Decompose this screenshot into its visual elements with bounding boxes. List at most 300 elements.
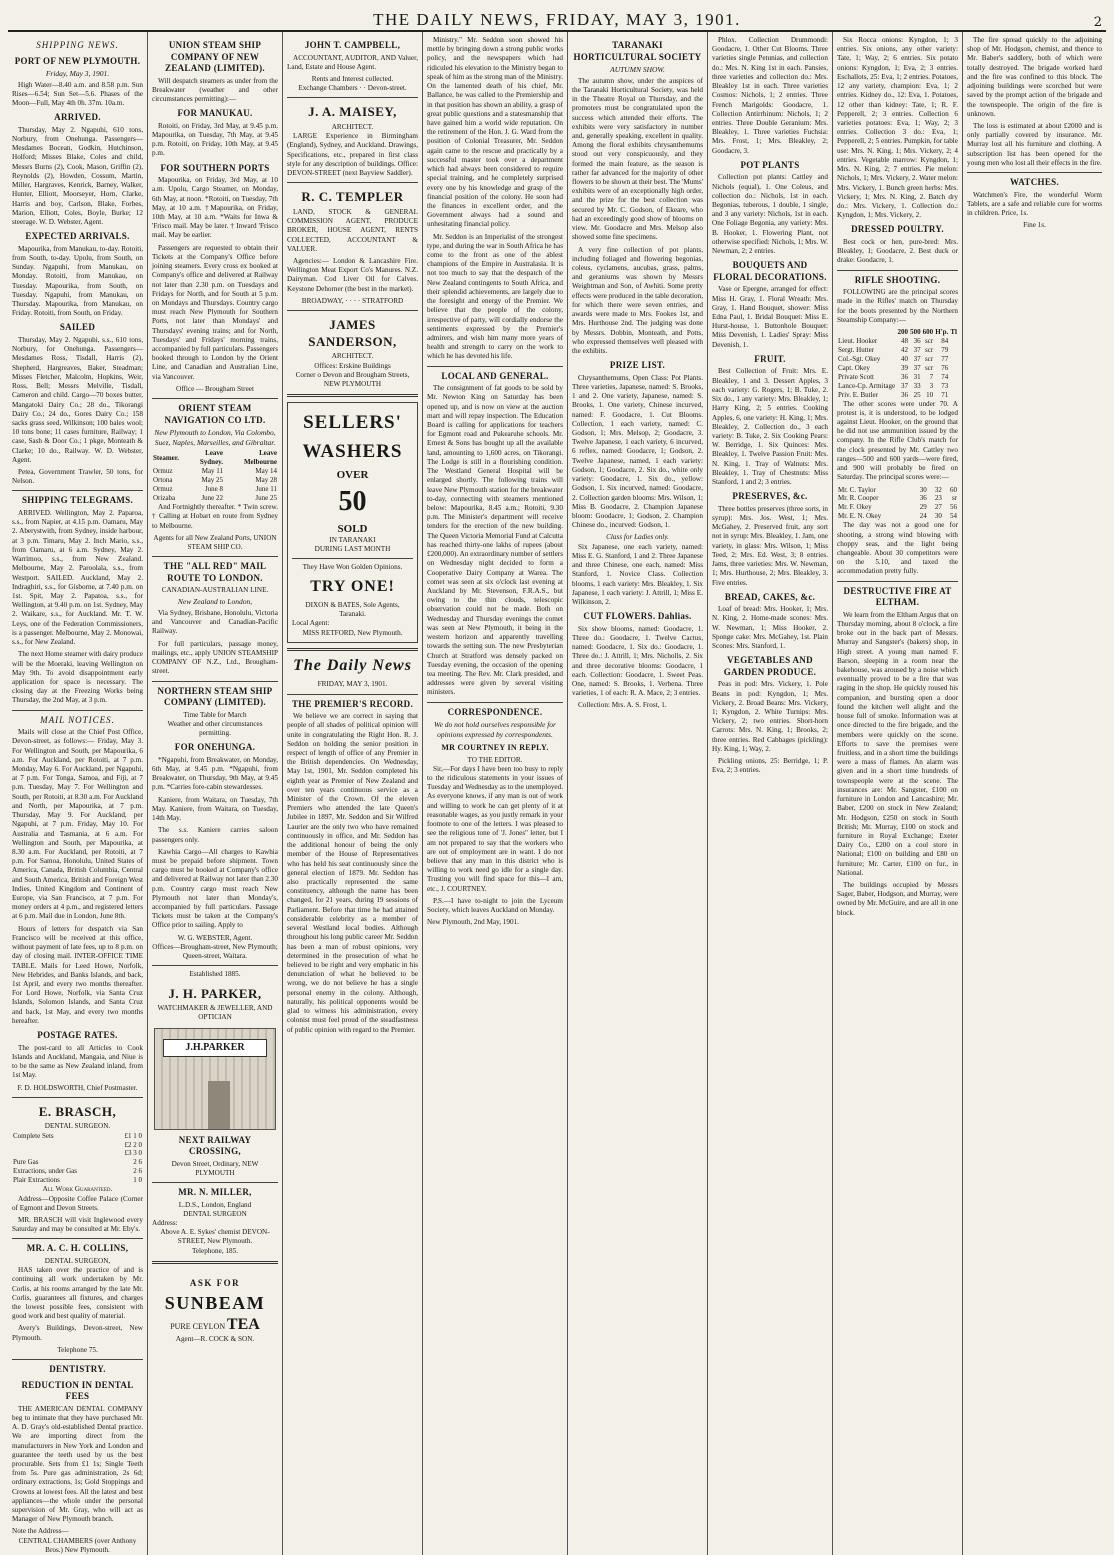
usco-heading: UNION STEAM SHIP COMPANY OF NEW ZEALAND (LIMITED).	[165, 40, 265, 74]
telegrams-text: ARRIVED. Wellington, May 2. Paparoa, s.s., from Napier, at 4.15 p.m. Oamaru, May 2. Aberystwith, from Sydney, inside harbour, at 3 p.m. Timaru, May 2. Inch Mario, s.s., from Oamaru, at 6 a.m. Sydney, May 2. Warrimoo, s.s., from New Zealand. Melbourne, May 2. Paroolala, s.s., from Westport. SAILED. Auckland, May 2. Indraghiri, s.s., for Gisborne, at 7.40 p.m. on 1st. Spit, May 2. Papatoa, s.s., for Wellington, at 9.40 p.m. on 1st. Sydney, May 2. Waikare, s.s., for Auckland. Mr. T. W. Leys, one of the Federation Commissioners, is a passenger. Melbourne, May 2. Monowai, s.s., for New Zealand.	[12, 509, 143, 647]
rifle-row-cell: Private Scott	[838, 372, 874, 381]
postmaster-signature: F. D. HOLDSWORTH, Chief Postmaster.	[17, 1083, 138, 1092]
rifle-row-cell: 71	[941, 390, 949, 399]
rifle-row-cell: 79	[941, 345, 949, 354]
tides: High Water—8.40 a.m. and 8.58 p.m. Sun Rises—6.54; Sun Set—5.6. Phases of the Moon—Full, May 4th 0h. 37m. 10a.m.	[12, 80, 143, 108]
sailed-text: Thursday, May 2. Ngapuhi, s.s., 610 tons, Norbury, for Onehunga. Passengers—Mesdames Ross, Tisdall, Harris (2), Shepherd, Hargreaves, Baker, Steadman; Misses Fletcher, Malcolm, Hopkins, Weir, Ross, Bell; Messrs Melville, Tisdall, Cameron and child. Cargo—70 boxes butter, Mangatoki Dairy Co.; 28 do., Tikorangi Dairy Co.; 24 do., Gores Dairy Co.; 158 sacks grass seed, Wilkinson; 100 bales wool; 10 tons bone; 11 cases furniture, Railway; 1 case, Sash & Door Co.; 1 pkge, Monteath & Clarke; 10 do., Railway. W. D. Webster, Agent.	[12, 335, 143, 464]
rifle-row-cell: Priv. E. Butler	[838, 390, 878, 399]
column-fire-continued	[963, 32, 1106, 1555]
sunbeam-sub: PURE CEYLON	[170, 1321, 226, 1331]
webster-agent: W. G. WEBSTER, Agent.	[177, 933, 253, 942]
rifle-body-3: The day was not a good one for shooting, a strong wind blowing with choppy seas, and the light being changeable. About 30 competitors were on the 5.10, and taxed the accommodation pretty fully.	[837, 521, 958, 576]
sunbeam-tea-word: TEA	[226, 1315, 260, 1333]
washers-ad	[287, 402, 418, 643]
rifle-row	[837, 382, 958, 391]
sanderson-subtitle: ARCHITECT.	[331, 352, 374, 361]
templer-name: R. C. TEMPLER	[301, 189, 404, 205]
sailed-heading: SAILED	[59, 322, 96, 333]
rifle-club-row-cell: 54	[950, 512, 957, 521]
rifle-club-row-cell: 27	[934, 503, 942, 512]
collins-name: MR. A. C. H. COLLINS,	[26, 1243, 129, 1254]
washers-agents: DIXON & BATES, Sole Agents, Taranaki.	[305, 601, 400, 619]
column-ads-editorial	[283, 32, 423, 1555]
sailed-text-2: Petea, Government Trawler, 50 tons, for Nelson.	[12, 468, 143, 486]
rifle-club-row-cell: Mr. E. N. Okey	[838, 512, 882, 521]
washers-title-2: WASHERS	[302, 440, 403, 462]
rifle-heading: RIFLE SHOOTING.	[854, 274, 941, 285]
price-row	[12, 1141, 143, 1150]
campbell-body: ACCOUNTANT, AUDITOR, AND Valuer, Land, Estate and House Agent.	[287, 53, 418, 71]
rifle-row-cell: 40	[901, 354, 909, 363]
rifle-row-cell: 39	[901, 363, 909, 372]
northern-subtitle: Time Table for March	[183, 710, 247, 719]
all-red-subtitle: New Zealand to London,	[177, 597, 253, 607]
rifle-row-cell: Lieut. Hooker	[838, 336, 878, 345]
orient-row-cell: May 11	[201, 467, 224, 476]
webster-address: Offices—Brougham-street, New Plymouth; Queen-street, Waitara.	[152, 942, 278, 961]
orient-agents: Agents for all New Zealand Ports, UNION STEAM SHIP CO.	[153, 533, 277, 551]
fire-continued-2: The loss is estimated at about £2000 and is only partially covered by insurance. Mr. Murray lost all his furniture and clothing. A subscription list has been opened for the young men who lost all their effects in the fire.	[967, 121, 1102, 167]
divider	[287, 394, 418, 397]
prize-list-heading: PRIZE LIST.	[609, 360, 666, 371]
northern-note: Weather and other circumstances permitting.	[167, 719, 263, 738]
washers-try-one: TRY ONE!	[310, 577, 395, 595]
washers-period: DURING LAST MONTH	[314, 545, 391, 554]
postage-heading: POSTAGE RATES.	[37, 1030, 118, 1041]
rifle-row-cell: scr	[925, 345, 934, 354]
column-prize-list	[708, 32, 833, 1555]
price-row	[12, 1158, 143, 1167]
onehunga-text: *Ngapuhi, from Breakwater, on Monday, 6th May, at 9.45 p.m. *Ngapuhi, from Breakwater, on Thursday, 9th May, at 9.45 p.m. *Carries fore-cabin stewardesses.	[152, 755, 278, 792]
prize-list-phlox: Phlox. Collection Drummondi: Goodacre, 1. Other Cut Blooms. Three varieties single Petunias, and collection do.: Mrs. N. King 1st in each. Pansies, three varieties and collection do.: Mrs. Bleakley 1st in each. Three varieties Cosmos: Nichols, 1; 2 entries. Three French Marigolds: Goodacre, 1. Collection Antirrhinum: Nichols, 1; 2 entries. Three Double Geranium: Mrs. Bleakley, 1. Three varieties Fuchsia: Mrs. Frost, 1; Mrs. Bleakley, 2; Goodacre, 3.	[712, 36, 828, 155]
letter-date: New Plymouth, 2nd May, 1901.	[427, 918, 519, 927]
orient-footnote: And Fortnightly thereafter. * Twin screw. † Calling at Hobart en route from Sydney to Melbourne.	[152, 503, 278, 530]
rifle-header-row-cell: H'p.	[935, 327, 949, 336]
all-red-footer: For full particulars, passage money, mailings, etc., apply UNION STEAMSHIP COMPANY OF N.Z., Ltd., Brougham-street.	[152, 639, 278, 676]
office-line: Office — Brougham Street	[176, 384, 254, 393]
local-general-heading: LOCAL AND GENERAL.	[441, 370, 549, 381]
rifle-row	[837, 337, 958, 346]
brasch-price-table	[12, 1132, 143, 1186]
divider	[287, 97, 418, 98]
rifle-club-row-cell: 24	[919, 512, 927, 521]
paper-nameplate: The Daily News	[293, 656, 412, 674]
orient-header-row	[152, 449, 278, 467]
price-row	[12, 1176, 143, 1185]
rifle-row-cell: 37	[913, 363, 921, 372]
mail-note: The next Home steamer with dairy produce will be the Moeraki, leaving Wellington on May 9th. To avoid disappointment early application for space is necessary. The closing day at the Freezing Works being Thursday, the 2nd May, at 3 p.m.	[12, 650, 143, 705]
manukau-text: Rotoiti, on Friday, 3rd May, at 9.45 p.m. Mapourika, on Tuesday, 7th May, at 9.45 p.m. Rotoiti, on Friday, 10th May, at 9.45 p.m.	[152, 121, 278, 158]
rifle-club-row-cell: 36	[919, 494, 927, 503]
collins-subtitle: DENTAL SURGEON,	[44, 1256, 111, 1265]
divider	[152, 1261, 278, 1264]
letter-postscript: P.S.—I have to-night to join the Lyceum Society, which leaves Auckland on Monday.	[427, 896, 563, 915]
ladies-class-heading: Class for Ladies only.	[606, 533, 669, 542]
orient-row-cell: Ormuz	[153, 485, 173, 494]
rifle-row-cell: 37	[913, 345, 921, 354]
port-heading: PORT OF NEW PLYMOUTH.	[14, 55, 141, 66]
washers-title-1: SELLERS'	[303, 412, 402, 434]
rifle-header-row	[837, 328, 958, 337]
washers-local-label: Local Agent:	[292, 619, 330, 628]
collins-address: Avery's Buildings, Devon-street, New Plymouth.	[12, 1324, 143, 1342]
horticultural-subtitle: AUTUMN SHOW.	[610, 65, 665, 75]
local-general-body: The consignment of fat goods to be sold by Mr. Newton King on Saturday has been opened up, and is now on view at the auction mart and will repay inspection. The Education Board is calling for applications for teachers for Egmont road and Pukearuhe schools. Mr. Ernest & Sons has bought up all the available land, amounting to 1,600 acres, on Tikorangi. The Lodge is still in a flourishing condition. The Westland General Hospital will be enlarged shortly. The following trains will leave New Plymouth station for the breakwater to-day, connecting with steamers mentioned below: Mapourika, 8.45 a.m.; Rotoiti, 9.30 p.m. The Minister's department will receive tenders for the erection of the new building. The Queen Victoria Memorial Fund at Calcutta has reached thirty-one lakhs of rupees (about £200,000). An extraordinary number of settlers on Wednesday night decided to form a Cooperative Dairy Company at Warea. The comet was seen at six o'clock last evening at Auckland by Mr. Stevenson, F.R.A.S., but owing to the thin clouds, telescopic observation could not be made. Both on Wednesday and Thursday evenings the comet was seen at New Plymouth, it being in the western horizon and apparently travelling towards the setting sun. The new Presbyterian Church at Stratford was densely packed on Tuesday evening, the occasion of the opening tea meeting. The Rev. Mr. Clark presided, and addresses were given by several visiting ministers.	[427, 384, 563, 697]
orient-row-cell: Orizaba	[153, 494, 176, 503]
divider	[12, 1359, 143, 1360]
arrived-heading: ARRIVED.	[54, 112, 101, 123]
price-row-cell: Plair Extractions	[13, 1176, 60, 1185]
miller-address-heading: Address:	[152, 1219, 178, 1228]
prize-list-pot-plants: Collection pot plants: Cattley and Nichols (equal), 1. One Coleus, and collection do.: Nichols, 1st in each. Begonias, tuberous, 1 double, 1 single, and 3 any variety: Nichols, 1st in each. One Foliage Begonia, any variety: Mrs. B. Hooker, 1. Flowering Plant, not otherwise specified: Nichols, 1; Mrs. W. Newman, 2; 2 entries.	[712, 173, 828, 256]
miller-telephone: Telephone, 185.	[191, 1246, 238, 1255]
watches-body: Watchmen's Fire, the wonderful Worm Tablets, are a safe and reliable cure for worms in children. Price, 1s.	[967, 190, 1102, 218]
divider	[152, 398, 278, 399]
orient-row-cell: May 25	[201, 476, 224, 485]
sanderson-office: Offices: Erskine Buildings	[314, 361, 391, 370]
orient-row-cell: Ortona	[153, 476, 173, 485]
prize-list-ladies: Six Japanese, one each variety, named: Miss E. G. Stanford, 1 and 2. Three Japanese and three Chinese, one each, named: Miss Stanford, 1. Novice Class. Collection blooms, 1 each variety: Mrs. Bleakley, 1. Six Japanese, 1 each variety: J. Attrill, 1; Miss E. Wilkinson, 2.	[572, 542, 703, 606]
prize-list-chrysanthemums: Chrysanthemums, Open Class: Pot Plants. Three varieties, Japanese, named: S. Brooks, 1 and 2. One variety, Japanese, named: S. Brooks, 1. One variety, Chinese incurved, named: F. Goodacre, 1. Cut Blooms. Collection, 1 each variety, named: C. Godson, 1; Mrs. Melsop, 2; Goodacre, 3. Twelve Japanese, 1 each variety, 6 incurved, 6 reflex, named: Goodacre, 1; Godson, 2. Twelve Japanese, named, 1 each variety: Godson, 1; Goodacre, 2. Six do., white only variety: Goodacre, 1. Six do., yellow: Godson, 1. Six incurved, named: Goodacre, 2. Collection garden blooms: Mrs. Wilson, 1; Miss B. Goodacre, 2. Champion Japanese bloom: Goodacre, 1; Godson, 2. Champion Chinese do., incurved: Godson, 1.	[572, 373, 703, 530]
orient-row-cell: June 8	[204, 485, 224, 494]
arrived-text: Thursday, May 2. Ngapuhi, 610 tons, Norbury, from Onehunga. Passengers—Mesdames Bocean, Godkin, Hutchinson, Holford; Misses Blake, Coles and child, Messrs Burns (2), Cook, Mason, Griffin (2), Reynolds (2), Howden, Cossum, Martin, Miller, Hargraves, Kenrick, Barney, Walker, Hunter, Elliott, Moorseyer, Horn, Clarke, Harris and boy, Carlson, Blake, Forbes, Marion, Elliott, Coles, Boyle, Burke; 12 steerage. W. D. Webster, Agent.	[12, 125, 143, 226]
divider	[287, 694, 418, 695]
correspondence-note: We do not hold ourselves responsible for opinions expressed by correspondents.	[434, 720, 556, 739]
rifle-club-row-cell: 30	[919, 485, 927, 494]
rifle-club-row-cell: 32	[934, 485, 942, 494]
rifle-header-row-cell: 600	[922, 327, 934, 336]
prize-list-fruit: Best Collection of Fruit: Mrs. E. Bleakley, 1 and 3. Dessert Apples, 3 each variety: G. Rogers, 1; B. Tuke, 2. Six do., 1 any variety: Mrs. Bleakley, 1; Harry King, 2; 5 entries. Cooking Apples, 6, one variety: H. King, 1; Mrs. Bleakley, 2. Collection do., 3 each variety: B. Tuke, 2. Six Cooking Pears: W. Berridge, 1. Six Quinces: Mrs. Bleakley, 1. Twelve Passion Fruit: Mrs. N. King, 1. Tray of Walnuts: Mrs. Bleakley, 1. Tray of Chestnuts: Miss Stanford, 1 and 2; 3 entries.	[712, 367, 828, 487]
price-row-cell: 1 0	[133, 1176, 142, 1185]
rifle-club-row-cell: Mr. F. Okey	[838, 503, 872, 512]
orient-subtitle: New Plymouth to London, Via Colombo, Suez, Naples, Marseilles, and Gibraltar.	[154, 428, 276, 447]
washers-opinions: They Have Won Golden Opinions.	[302, 563, 403, 572]
cut-flowers-heading: CUT FLOWERS. Dahlias.	[583, 611, 692, 622]
orient-header-row-cell: Steamer.	[153, 453, 179, 462]
rifle-row-cell: 77	[941, 354, 949, 363]
rifle-club-row	[837, 494, 958, 503]
rifle-row-cell: Col.-Sgt. Okey	[838, 354, 881, 363]
editorial-body: We believe we are correct in saying that people of all shades of political opinion will unite in congratulating the Right Hon. R. J. Seddon on holding the senior position in respect of length of office of any Premier in the British dependencies. On Wednesday, May 1st, 1901, Mr. Seddon completed his eighth year as Premier of New Zealand and over ten years continuous service as a Minister of the Crown. Of the eleven Premiers who attended the late Queen's Jubilee in 1897, Mr. Seddon and Sir Wilfred Laurier are the only two who have remained continuously in office, and Mr. Seddon has the additional honour of being the only member of the House of Representatives who has held his seat continuously since the general election of 1879. Mr. Seddon has also practically represented the same constituency, although the name has been changed, for 21 years, during 19 sessions of Parliament. Before that time he had attained considerable celebrity as a member of several Westland local bodies. Although throughout his long public career Mr. Seddon has been a man of robust opinions, very determined in the prosecution of what he believed to be right and very emphatic in his denunciation of what he believed to be wrong, we do not believe he has a single personal enemy in the colony. Although, naturally, his political opponents would be glad to witness his administration, every colonist must feel proud of the steadfastness of public opinion with regard to the Premier.	[287, 712, 418, 1034]
templer-address: BROADWAY, · · · · STRATFORD	[301, 296, 404, 305]
rifle-row-cell: 31	[913, 372, 921, 381]
rifle-body-2: The other scores were under 70. A protest is, it is understood, to be lodged against Lieut. Hooker, on the ground that he did not use ammunition issued by the company. In the Rifle Club's match for the clock presented by Mr. Cattley two ranges—500 and 600 yards—were fired, and 900 will probably be fired on Saturday. The principal scores were:—	[837, 399, 958, 482]
price-row-cell	[12, 1141, 113, 1150]
rifle-row-cell: 36	[901, 390, 909, 399]
expected-text: Mapourika, from Manukau, to-day. Rotoiti, from South, to-day. Upolu, from South, on Sunday. Ngapuhi, from Manukau, on Monday. Rotoiti, from Manukau, on Tuesday. Mapourika, from South, on Tuesday. Ngapuhi, from Manukau, on Thursday. Mapourika, from Manukau, on Friday. Rotoiti, from South, on Friday.	[12, 244, 143, 318]
price-row-cell: £3 3 0	[124, 1149, 142, 1158]
column-rifle-fire	[833, 32, 963, 1555]
railway-crossing: NEXT RAILWAY CROSSING,	[178, 1134, 252, 1157]
editorial-continued-2: Mr. Seddon is an Imperialist of the strongest type, and during the war in South Africa he has come to the front as one of the ablest champions of the Empire in Australasia. It is not too much to say that the despatch of the New Zealand contingents to South Africa, and their splendid achievements, are largely due to the foresight and energy of the Premier. We believe that the people of the colony, irrespective of party, will cordially endorse the sentiments expressed by the Premier's admirers, and wish him many more years of health and strength to carry on the work to which he has devoted his life.	[427, 232, 563, 361]
masthead	[8, 4, 1106, 32]
sanderson-address: Corner o Devon and Brougham Streets, NEW PLYMOUTH	[295, 370, 410, 389]
orient-row-cell: May 28	[255, 476, 277, 485]
letter-title: MR COURTNEY IN REPLY.	[441, 743, 549, 753]
rifle-row-cell: scr	[925, 354, 934, 363]
rifle-row-cell: 48	[901, 336, 909, 345]
divider	[152, 1182, 278, 1183]
campbell-subtitle: Rents and Interest collected.	[311, 74, 394, 83]
orient-row	[152, 476, 278, 485]
price-row	[12, 1167, 143, 1176]
manukau-heading: FOR MANUKAU.	[177, 108, 253, 119]
vegetables-heading: VEGETABLES AND GARDEN PRODUCE.	[723, 655, 817, 677]
prize-list-preserves: Three bottles preserves (three sorts, in syrup): Mrs. Jos. West, 1; Mrs. McGahey, 2. Preserved fruit, any sort not in syrup: Mrs. Bleakley, 1. Jam, one variety, in glass: Mrs. Wilson, 1; Miss Teed, 2; Mrs. Ed. West, 3; 8 entries. Jams, three varieties: Mrs. W. Newman, 1; Mrs. Hurthouse, 2; Mrs. Bleakley, 3. Five entries.	[712, 504, 828, 587]
rifle-row-cell: 84	[941, 336, 949, 345]
rifle-row-cell: Lance-Cp. Armitage	[838, 381, 896, 390]
orient-row	[152, 494, 278, 503]
dental-body: THE AMERICAN DENTAL COMPANY beg to intimate that they have purchased Mr. A. D. Gray's old-established Dental practice. We are importing direct from the manufacturers in New York and London and guarantee the teeth used by us the best procurable. Sets from £1 1s; Single Teeth from 5s. Pure gas administration, 2s 6d; ordinary extractions, 1s; Gold Stoppings and Crowns at lowest fees. All the latest and best appliances—the whole under the personal supervision of Mr. Gray, who will act as Manager of New Plymouth branch.	[12, 1404, 143, 1524]
parker-name: J. H. PARKER,	[168, 985, 262, 1001]
rifle-header-row-cell	[837, 328, 896, 337]
paper-date: FRIDAY, MAY 3, 1901.	[317, 680, 388, 689]
rifle-club-row	[837, 512, 958, 521]
rifle-club-row	[837, 486, 958, 495]
parker-shop-illustration	[154, 1028, 276, 1130]
divider	[427, 702, 563, 703]
dental-fees-heading: REDUCTION IN DENTAL FEES	[21, 1379, 134, 1402]
orient-row	[152, 485, 278, 494]
divider	[967, 172, 1102, 173]
rifle-club-row-cell: 23	[934, 494, 942, 503]
rifle-club-row-cell: 60	[950, 485, 957, 494]
all-red-body: Via Sydney, Brisbane, Honolulu, Victoria and Vancouver and Canadian-Pacific Railway.	[152, 609, 278, 636]
watches-price: Fine 1s.	[1023, 221, 1046, 230]
divider	[152, 681, 278, 682]
campbell-address: Exchange Chambers · · Devon-street.	[298, 84, 407, 93]
price-row-cell: 2 6	[133, 1158, 142, 1167]
column-news	[423, 32, 568, 1555]
rifle-club-row-cell: Mr. R. Cooper	[838, 494, 879, 503]
southern-heading: FOR SOUTHERN PORTS	[160, 162, 270, 173]
all-red-line: CANADIAN-AUSTRALIAN LINE.	[161, 586, 269, 595]
orient-header-row-cell: Leave Sydney.	[199, 449, 224, 467]
maisey-name: J. A. MAISEY,	[308, 104, 397, 120]
fire-body: We learn from the Eltham Argus that on Thursday morning, about 8 o'clock, a fire broke out in the back part of Messrs. Murray and Sangster's (bakers) shop, in High street. A young man named F. Barson, sleeping in a room near the bakehouse, was aroused by a noise which eventually proved to be a fire that was raging in the shop. He quickly roused his companion, and bursting open a door found the kitchen well alight and the house full of smoke. Information was at once directed to the fire brigade, and the members were quickly on the scene. Efforts to save the premises were fruitless, and in a short time the buildings were a mass of flames. An alarm was given and in a short time hundreds of townspeople were at the scene. The insurances are: Mr. Sangster, £100 on furniture in London and Lancashire; Mr. Baber, £200 on stock in New Zealand; Mr. Hodgson, £250 on stock in South British; Mr. Murray, £100 on stock and furniture in Royal Exchange; Exeter Dairy Co., £200 on a cool store in National; £100 on building and £80 on furniture; Mr. Carter, £100 on fur., in National.	[837, 610, 958, 877]
parker-address: Devon Street, Ordinary, NEW PLYMOUTH	[171, 1159, 259, 1177]
column-horticultural	[568, 32, 708, 1555]
sanderson-name: JAMES SANDERSON,	[308, 317, 397, 349]
established-note: Established 1885.	[189, 970, 241, 979]
divider	[287, 182, 418, 183]
shop-door	[208, 1081, 230, 1129]
divider	[837, 270, 958, 271]
rifle-club-row-cell: 30	[934, 512, 942, 521]
price-row-cell: Complete Sets	[13, 1131, 54, 1140]
expected-heading: EXPECTED ARRIVALS.	[25, 231, 130, 242]
campbell-name: JOHN T. CAMPBELL,	[304, 40, 401, 50]
telegrams-heading: SHIPPING TELEGRAMS.	[21, 495, 134, 506]
fruit-heading: FRUIT.	[754, 353, 786, 364]
brasch-name: E. BRASCH,	[38, 1103, 117, 1119]
orient-row-cell: June 22	[201, 494, 224, 503]
sunbeam-agent: Agent—R. COCK & SON.	[175, 1335, 255, 1344]
miller-role: DENTAL SURGEON	[183, 1209, 247, 1218]
brasch-guarantee: All Work Guaranteed.	[42, 1185, 113, 1194]
divider	[287, 648, 418, 651]
price-row	[12, 1149, 143, 1158]
horticultural-body-1: The autumn show, under the auspices of the Taranaki Horticultural Society, was held in the Theatre Royal on Thursday, and the promoters must be congratulated upon the success which attended their efforts. The exhibits were very satisfactory in number and, generally speaking, excellent in quality. Among the floral exhibits chrysanthemums stood out very conspicuously, and they formed the main feature, as the season is rather far advanced for the majority of other flowers to be shown at their best. The 'Mums' exhibits were of an exceptionally high order, and the prize for the best collection was secured by Mr. C. Godson, of Ekeare, who had an exceedingly good show of blooms on view. Mr. Goodacre and Mrs. Melsop also showed some fine specimens.	[572, 76, 703, 242]
sunbeam-ask: ASK FOR	[189, 1277, 241, 1288]
collins-body: HAS taken over the practice of and is continuing all work undertaken by Mr. Corlis, at his rooms arranged by the late Mr. Corlis, guarantees all fixtures, and charges the lowest possible fees, consistent with good work and best quality of material.	[12, 1266, 143, 1321]
brasch-address: Address—Opposite Coffee Palace (Corner of Egmont and Devon Streets.	[12, 1194, 143, 1212]
usco-note: Will despatch steamers as under from the Breakwater (weather and other circumstances permitting):—	[152, 76, 278, 103]
letter-to: TO THE EDITOR.	[467, 755, 523, 764]
divider	[837, 581, 958, 582]
kaniere-text: Kaniere, from Waitara, on Tuesday, 7th May. Kaniere, from Waitara, on Tuesday, 14th May.	[152, 795, 278, 823]
rifle-row-cell: 76	[941, 363, 949, 372]
templer-agencies: Agencies:— London & Lancashire Fire. Wellington Meat Export Co's Manures. N.Z. Dairyman. Cod Liver Oil for Calves. Keystone Dehorner (the best in the market).	[287, 257, 418, 293]
rifle-row-cell: Capt. Okey	[838, 363, 870, 372]
sunbeam-ad	[152, 1269, 278, 1315]
washers-local-agent: MISS RETFORD, New Plymouth.	[302, 628, 403, 637]
horticultural-heading: TARANAKI HORTICULTURAL SOCIETY	[573, 40, 702, 62]
price-row-cell: 2 6	[133, 1167, 142, 1176]
rifle-row-cell: 33	[913, 381, 921, 390]
rifle-header-row-cell: 500	[910, 327, 921, 336]
prize-list-footer-6: Pickling onions, 25: Berridge, 1; P. Eva, 2; 3 entries.	[712, 757, 828, 775]
miller-name: MR. N. MILLER,	[178, 1187, 252, 1198]
mail-notices-heading: MAIL NOTICES.	[40, 714, 115, 725]
postage-text: The post-card to all Articles to Cook Islands and Auckland, Mangaia, and Niue is to be the same as New Zealand inland, from 1st May.	[12, 1043, 143, 1080]
rifle-intro: FOLLOWING are the principal scores made in the Rifles' match on Thursday for the boots presented by the Northern Steamship Company:—	[837, 288, 958, 324]
divider	[152, 965, 278, 966]
all-red-heading: THE "ALL RED" MAIL ROUTE TO LONDON.	[163, 561, 267, 583]
rifle-row-cell: 37	[901, 381, 909, 390]
rifle-header-row-cell: 200	[897, 327, 909, 336]
preserves-heading: PRESERVES, &c.	[732, 491, 808, 502]
newspaper-page	[8, 4, 1106, 1554]
rifle-row-cell: 3	[929, 381, 934, 390]
rifle-row	[837, 364, 958, 373]
parker-subtitle: WATCHMAKER & JEWELLER, AND OPTICIAN	[157, 1004, 273, 1022]
horticultural-body-2: A very fine collection of pot plants, including foliaged and flowering begonias, coleus, cyclamens, aucubas, grass, palms, and geraniums was shown by Messrs Weightman and Son, of Awhiti. Some pretty effects were produced in the table decoration, for which there were seven entries, and awards were made to Mrs. Fookes 1st, and Mrs. Hurthouse 2nd. The judging was done by Messrs. Dobbin, Monteath, and Potts, who expressed themselves well pleased with the exhibits.	[572, 245, 703, 355]
divider	[292, 558, 413, 559]
divider	[12, 490, 143, 491]
southern-text: Mapourika, on Friday, 3rd May, at 10 a.m. Upolu, Cargo Steamer, on Monday, 6th May, at noon. *Rotoiti, on Tuesday, 7th May, at 10 a.m. †Mapourika, on Friday, 10th May, at 10 a.m. *Waits for Inwa & 'Frisco mail. May be later. † Inward 'Frisco mail. May be earlier.	[152, 176, 278, 240]
rifle-row-cell: 42	[901, 345, 909, 354]
orient-heading: ORIENT STEAM NAVIGATION CO LTD.	[164, 403, 266, 425]
washers-count: 50	[338, 485, 367, 517]
column-steamers	[148, 32, 283, 1555]
orient-row	[152, 467, 278, 476]
page-number: 2	[1093, 15, 1102, 30]
passenger-note: Passengers are requested to obtain their Tickets at the Company's Office before joining steamers. Every cross ex booked at Company's office and delivered at Railway not later than 2.30 p.m. on Tuesdays and Fridays for North, and for South at 5 p.m. on Mondays and Thursdays. Country cargo must reach New Plymouth for Southern Ports, not later than Mondays' and Thursdays' evening trains; and for North, Tuesdays' and Fridays' morning trains, accompanied by full particulars. Passengers booked through to London by the Orient Line, and Canadian and Australian Line, via Vancouver.	[152, 243, 278, 381]
rifle-row	[837, 346, 958, 355]
bouquets-heading: BOUQUETS AND FLORAL DECORATIONS.	[713, 260, 827, 282]
washers-over: OVER	[336, 468, 369, 481]
rifle-row-cell: scr	[925, 336, 934, 345]
fire-footer: The buildings occupied by Messrs Sager, Baber, Hodgson, and Murray, were owned by Mr. McGuire, and are all in one block.	[837, 881, 958, 917]
orient-row-cell: Ormuz	[153, 467, 173, 476]
northern-heading: NORTHERN STEAM SHIP COMPANY (LIMITED).	[157, 685, 273, 708]
rifle-score-table	[837, 328, 958, 400]
rifle-row-cell: 10	[926, 390, 934, 399]
dental-note: Note the Address—	[12, 1527, 69, 1536]
divider	[12, 1097, 143, 1098]
orient-table	[152, 449, 278, 503]
page-title: THE DAILY NEWS, FRIDAY, MAY 3, 1901.	[373, 10, 741, 29]
brasch-note: MR. BRASCH will visit Inglewood every Saturday and may be consulted at Mr. Eby's.	[12, 1215, 143, 1234]
poultry-heading: DRESSED POULTRY.	[851, 224, 944, 235]
prize-list-bouquets: Vase or Epergne, arranged for effect: Miss H. Gray, 1. Floral Wreath: Mrs. Gray, 1. Hand Bouquet, shower: Miss Edna Paul, 1. Bridal Bouquet: Miss E. Hurst-house, 1. Buttonhole Bouquet: Miss Devenish, 1. Ladies' Spray: Miss Devenish, 1.	[712, 285, 828, 349]
sunbeam-name: SUNBEAM	[164, 1292, 266, 1313]
editorial-continued: Ministry." Mr. Seddon soon showed his mettle by bringing down a strong public works policy, and the newspapers which had ridiculed his elevation to the Ministry began to speak of him as the strong man of the Ministry. On the lamented death of his chief, Mr. Ballance, he was called to the Premiership and in that position has shown an ability, a grasp of great public questions and a statesmanship that have gained him a world wide reputation. On the retirement of the Hon. J. G. Ward from the position of Colonial Treasurer, Mr. Seddon again came to the rescue and practically by a successful master took over a department which had always been considered to require special training, and he completely surprised every one by his knowledge and grasp of the financial position of the colony. He soon had the finances in excellent order, and the Government always had a sound and unhesitating financial policy.	[427, 36, 563, 229]
price-row-cell: £1 1 0	[124, 1131, 142, 1140]
divider	[12, 1238, 143, 1239]
rifle-row-cell: 25	[913, 390, 921, 399]
cargo-note: Kawhia Cargo—All charges to Kawhia must be prepaid before shipment. Town cargo must be booked at Company's office and delivered at Railway not later than 2.30 p.m. Country cargo must reach New Plymouth not later than Monday's, accompanied by full particulars. Passage Tickets must be taken at the Company's Office prior to sailing. Apply to	[152, 847, 278, 930]
prize-list-bread: Loaf of bread: Mrs. Hooker, 1; Mrs. N. King, 2. Home-made scones: Mrs. W. Newman, 1; Miss Hooker, 2. Sponge cake: Mrs. McGahey, 1st. Plain Scones: Mrs. Stanford, 1.	[712, 605, 828, 651]
orient-header-row-cell: Leave Melbourne	[243, 449, 277, 467]
rifle-row-cell: scr	[925, 363, 934, 372]
prize-list-dahlias: Six show blooms, named: Goodacre, 1. Three do.: Goodacre, 1. Twelve Cactus, named: Goodacre, 1. Six do.: Goodacre, 1. Three do.: J. Attrill, 1; Mrs. Nicholls, 2. Six and three decorative blooms: Goodacre, 1 each. Collection: Goodacre, 1. Sweet Peas. One, named: S. Brooks, 1. Verbena. Three varieties, 1 of each: R. A. Mace, 2; 3 entries.	[572, 624, 703, 698]
kaniere-note: The s.s. Kaniere carries saloon passengers only.	[152, 826, 278, 844]
price-row-cell: Pure Gas	[13, 1158, 39, 1167]
price-row-cell: £2 2 0	[124, 1140, 142, 1149]
prize-list-onions: Six Rocca onions: Kyngdon, 1; 3 entries. Six onions, any other variety: Tate, 1; Way, 2; 6 entries. Six potato onions: Kyngdon, 1; Eva, 2; 3 entries. Eschallots, 25: Eva, 1; 2 entries. Potatoes, 12 any variety, champion: Eva, 1; 2 entries. Kidney do., 12: Eva, 1. Potatoes, 12 other than kidney: Tate, 1; R. F. Pepperell, 2; 3 entries. Collection 6 varieties potatoes: Eva, 1; Way, 2; 3 entries. Collection 3 do.: Eva, 1; Pepperell, 2; 5 entries. Pumpkin, for table use: Mrs. N. King, 1; Mrs. Vickery, 2; 4 entries. Vegetable marrow: Kyngdon, 1; Mrs. N. King, 2; 7 entries. Pie melon: Nichols, 1; Mrs. Vickery, 2. Water melon: Mrs. Vickery, 1. Bunch green herbs: Mrs. Vickery, 1; Mrs. N. King, 2. Batch dry do.: Mrs. Vickery, 1. Collection do.: Kyngdon, 1; Mrs. Vickery, 2.	[837, 36, 958, 220]
templer-body: LAND, STOCK & GENERAL COMMISSION AGENT, PRODUCE BROKER, HOUSE AGENT, RENTS COLLECTED, ACCOUNTANT & VALUER.	[287, 207, 418, 253]
miller-address: Above A. E. Sykes' chemist DEVON-STREET, New Plymouth.	[160, 1228, 270, 1246]
divider	[287, 310, 418, 311]
rifle-row-cell: 7	[929, 372, 934, 381]
shipping-heading: SHIPPING NEWS.	[36, 40, 119, 50]
prize-list-poultry: Best cock or hen, pure-bred: Mrs. Bleakley, 1; Goodacre, 2. Best duck or drake: Goodacre, 1.	[837, 237, 958, 265]
rifle-row-cell: 74	[941, 372, 949, 381]
mail-hours-text: Hours of letters for despatch via San Francisco will be received at this office, without payment of late fees, up to 8 p.m. on day of closing mail. INTER-OFFICE TIME TABLE. Mails for Leed Howe, Norfolk, New Hebrides, and Banks Islands, and back, 1st April, and every two months thereafter. For Lord Howe, Norfolk, via Santa Cruz Islands, Solomon Islands, and Santa Cruz and back, 1st May, and every two months hereafter.	[12, 924, 143, 1025]
prize-list-vegetables: Peas in pod: Mrs. Vickery, 1. Pole Beans in pod: Kyngdon, 1; Mrs. Vickery, 2. Broad Beans: Mrs. Vickery, 1; Kyngdon, 2. White Turnips: Mrs. Vickery, 2; two entries. Short-horn Carrots: Mrs. N. King, 1; Brooks, 2; three entries. Red Cabbages (pickling): Hy. King, 1; Way, 2.	[712, 680, 828, 753]
rifle-row-cell: 37	[913, 354, 921, 363]
washers-sold: SOLD	[337, 522, 368, 535]
maisey-body: LARGE Experience in Birmingham (England), Sydney, and Auckland. Drawings, Specifications, etc., prepared in first class style for any description of buildings. Office: DEVON-STREET (next Bayview Saddler).	[287, 132, 418, 178]
onehunga-heading: FOR ONEHUNGA.	[174, 742, 256, 753]
orient-row-cell: June 25	[255, 494, 277, 503]
divider	[12, 710, 143, 711]
pot-plants-heading: POT PLANTS	[740, 159, 800, 170]
rifle-club-row-cell: Mr. C. Taylor	[838, 485, 876, 494]
fire-heading: DESTRUCTIVE FIRE AT ELTHAM.	[843, 585, 952, 608]
sunbeam-tea	[152, 1315, 278, 1335]
rifle-row	[837, 355, 958, 364]
letter-body: Sir,—For days I have been too busy to reply to the ridiculous statements in your issues of Tuesday and Wednesday as to the unemployed. As everyone knows, if any man is out of work and willing to work he can get plenty of it at reasonable wages, as you justly remark in your footnote to one of the letters. I was pleased to see the religious tone of 'J. Jones'' letter, but I am not prepared to say that the workers who are out of employment are in want. I do not believe that any man in this district who is willing to work need go idle for a single day. Trusting you will find space for this—I am, etc., J. COURTNEY.	[427, 764, 563, 893]
miller-subtitle: L.D.S., London, England	[178, 1200, 252, 1209]
divider	[152, 556, 278, 557]
editorial-heading: THE PREMIER'S RECORD.	[291, 698, 414, 709]
rifle-club-row-cell: sr	[951, 494, 957, 503]
prize-list-footer: Collection: Mrs. A. S. Frost, 1.	[578, 701, 667, 710]
dentistry-heading: DENTISTRY.	[49, 1364, 106, 1375]
correspondence-heading: CORRESPONDENCE.	[447, 706, 543, 717]
brasch-subtitle: DENTAL SURGEON.	[44, 1122, 111, 1131]
price-row	[12, 1132, 143, 1141]
divider	[427, 366, 563, 367]
rifle-row-cell: 36	[913, 336, 921, 345]
price-row-cell: Extractions, under Gas	[13, 1167, 77, 1176]
mail-notices-text: Mails will close at the Chief Post Office, Devon-street, as follows:— Friday, May 3. For Wellington and South, per Mapourika, 6 a.m. For Auckland, per Rotoiti, at 7 p.m. Monday, May 6. For Auckland, per Ngapuhi, at 7 p.m. For Tonga, Samoa, and Fiji, at 7 p.m. Tuesday, May 7. For Wellington and South, per Rotoiti, at 8.30 a.m. For Auckland and North, per Mapourika, at 7 p.m. Thursday, May 9. For Auckland, per Ngapuhi, at 7 p.m. Friday, May 10. For Australia and Tasmania, at 6 a.m. For Wellington and South, per Mapourika, at 8.30 a.m. For Auckland, per Rotoiti, at 7 p.m. For Samoa, Honolulu, United States of America, Canada, British Columbia, Central and South America, British and Foreign West Indies, United Kingdom and Continent of Europe, via San Francisco, at 7 p.m. For money orders at 4 p.m., and registered letters at 6 p.m. Mail due in London, June 8th.	[12, 728, 143, 921]
rifle-club-row-cell: 56	[950, 503, 957, 512]
dental-address: CENTRAL CHAMBERS (over Anthony Bros.) New Plymouth.	[18, 1536, 137, 1554]
rifle-header-row-cell: Tl	[950, 327, 957, 336]
watches-heading: WATCHES.	[1010, 177, 1059, 188]
rifle-row	[837, 373, 958, 382]
parker-shop-sign: J.H.PARKER	[163, 1039, 267, 1057]
rifle-row-cell: 36	[901, 372, 909, 381]
rifle-club-table	[837, 486, 958, 522]
rifle-club-row	[837, 503, 958, 512]
bread-heading: BREAD, CAKES, &c.	[724, 591, 816, 602]
rifle-club-row-cell: 29	[919, 503, 927, 512]
